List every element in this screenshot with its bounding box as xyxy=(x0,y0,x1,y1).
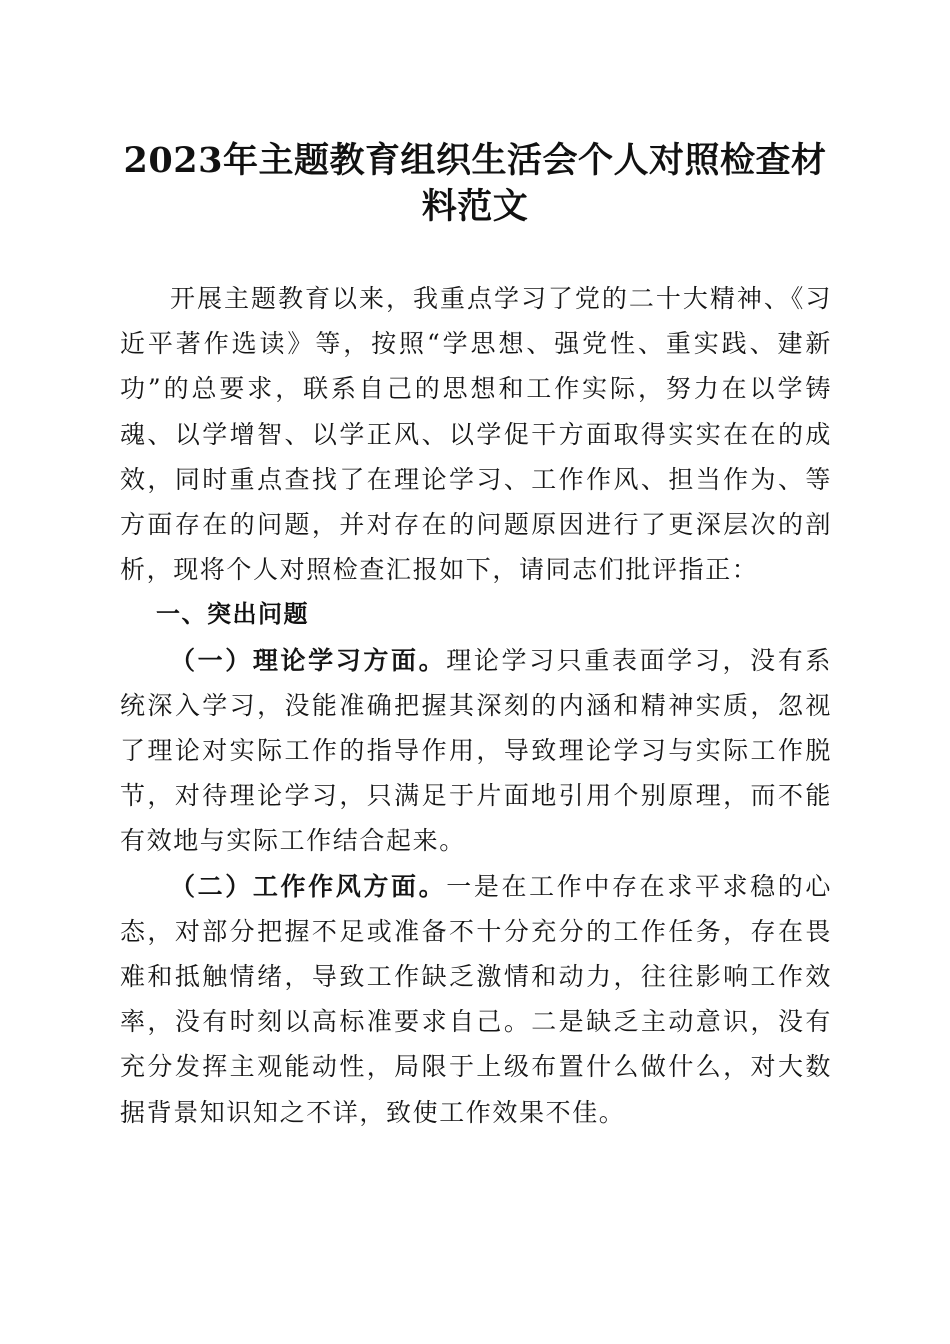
item-lead: （二）工作作风方面。 xyxy=(170,871,447,901)
item-text: 理论学习只重表面学习，没有系统深入学习，没能准确把握其深刻的内涵和精神实质，忽视了理论对实际工作的指导作用，导致理论学习与实际工作脱节，对待理论学习，只满足于片面地引用个别原理，而不能有效地与实际工作结合起来。 xyxy=(120,645,832,856)
item-paragraph-work-style xyxy=(120,864,832,1135)
document-title: 2023年主题教育组织生活会个人对照检查材料范文 xyxy=(123,140,827,227)
intro-paragraph: 开展主题教育以来，我重点学习了党的二十大精神、《习近平著作选读》等，按照“学思想、强党性、重实践、建新功”的总要求，联系自己的思想和工作实际，努力在以学铸魂、以学增智、以学正风、以学促干方面取得实实在在的成效，同时重点查找了在理论学习、工作作风、担当作为、等方面存在的问题，并对存在的问题原因进行了更深层次的剖析，现将个人对照检查汇报如下，请同志们批评指正： xyxy=(120,284,832,585)
item-lead: （一）理论学习方面。 xyxy=(170,645,447,675)
section-heading: 一、突出问题 xyxy=(156,600,309,629)
item-paragraph-theory-study xyxy=(120,638,832,864)
document-body xyxy=(120,276,832,1135)
item-text: 一是在工作中存在求平求稳的心态，对部分把握不足或准备不十分充分的工作任务，存在畏难和抵触情绪，导致工作缺乏激情和动力，往往影响工作效率，没有时刻以高标准要求自己。二是缺乏主动意识，没有充分发挥主观能动性，局限于上级布置什么做什么，对大数据背景知识知之不详，致使工作效果不佳。 xyxy=(120,871,832,1127)
